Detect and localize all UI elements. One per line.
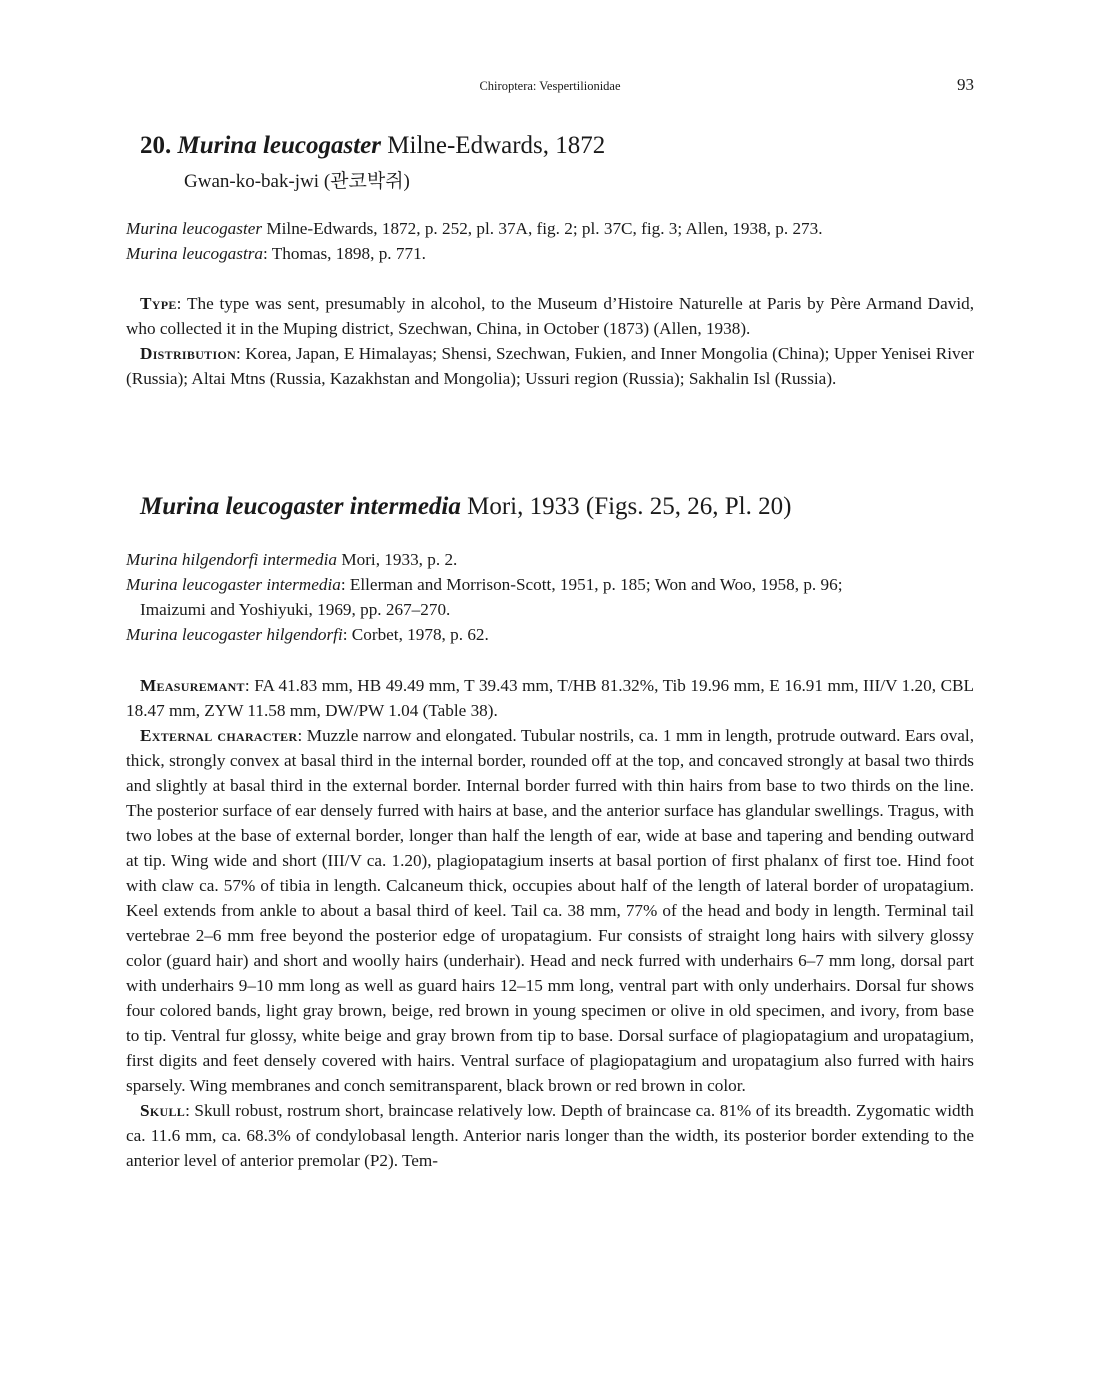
running-head (126, 77, 974, 97)
synonym-line (126, 216, 974, 241)
skull-paragraph (126, 1098, 974, 1173)
synonym-reference: : Ellerman and Morrison-Scott, 1951, p. 185; Won and Woo, 1958, p. 96; (340, 575, 843, 594)
synonym-line (126, 241, 974, 266)
running-title: Chiroptera: Vespertilionidae (479, 79, 621, 93)
subspecies-scientific-name: Murina leucogaster intermedia (140, 493, 461, 520)
subspecies-description (126, 673, 974, 1173)
distribution-text: : Korea, Japan, E Himalayas; Shensi, Szechwan, Fukien, and Inner Mongolia (China); Upper Yenisei River (Russia); Altai Mtns (Russia, Kazakhstan and Mongolia); Ussuri region (Russia); Sakhalin Isl (Russia). (126, 344, 974, 388)
species-authority: Milne-Edwards, 1872 (381, 132, 606, 159)
page (126, 0, 974, 1400)
type-text: : The type was sent, presumably in alcohol, to the Museum d’Histoire Naturelle at Paris by Père Armand David, who collected it in the Muping district, Szechwan, China, in October (1873) (Allen, 1938). (126, 294, 974, 338)
external-character-text: : Muzzle narrow and elongated. Tubular nostrils, ca. 1 mm in length, protrude outward. Ears oval, thick, strongly convex at basal third in the internal border, rounded off at the top, and concaved strongly at basal two thirds and slightly at basal third in the external border. Internal border furred with thin hairs from base to two thirds on the line. The posterior surface of ear densely furred with hairs at base, and the anterior surface has glandular swellings. Tragus, with two lobes at the base of external border, longer than half the length of ear, wide at base and tapering and bending outward at tip. Wing wide and short (III/V ca. 1.20), plagiopatagium inserts at basal portion of first phalanx of first toe. Hind foot with claw ca. 57% of tibia in length. Calcaneum thick, occupies about half of the length of lateral border of uropatagium. Keel extends from ankle to about a basal third of keel. Tail ca. 38 mm, 77% of the head and body in length. Terminal tail vertebrae 2–6 mm free beyond the posterior edge of uropatagium. Fur consists of straight long hairs with silvery glossy color (guard hair) and short and woolly hairs (underhair). Head and neck furred with underhairs 6–7 mm long, dorsal part with underhairs 9–10 mm long as well as guard hairs 12–15 mm long, ventral part with only underhairs. Dorsal fur shows four colored bands, light gray brown, beige, red brown in young specimen or olive in old specimen, and ivory, from base to tip. Ventral fur glossy, white beige and gray brown from tip to base. Dorsal surface of plagiopatagium and uropatagium, first digits and feet densely covered with hairs. Ventral surface of plagiopatagium and uropatagium also furred with hairs sparsely. Wing membranes and conch semitransparent, black brown or red brown in color. (126, 726, 974, 1095)
synonym-line (126, 547, 974, 572)
species-heading (140, 131, 605, 161)
external-character-label: External character (140, 726, 298, 745)
type-paragraph (126, 291, 974, 341)
subspecies-heading (140, 492, 791, 522)
synonym-line (126, 572, 974, 597)
synonym-reference: Milne-Edwards, 1872, p. 252, pl. 37A, fig. 2; pl. 37C, fig. 3; Allen, 1938, p. 273. (262, 219, 823, 238)
measurement-text: : FA 41.83 mm, HB 49.49 mm, T 39.43 mm, T/HB 81.32%, Tib 19.96 mm, E 16.91 mm, III/V 1.20, CBL 18.47 mm, ZYW 11.58 mm, DW/PW 1.04 (Table 38). (126, 676, 974, 720)
species-scientific-name: Murina leucogaster (177, 132, 382, 159)
distribution-label: Distribution (140, 344, 237, 363)
subspecies-synonymy (126, 547, 974, 647)
species-number: 20. (140, 132, 172, 159)
synonym-reference: Imaizumi and Yoshiyuki, 1969, pp. 267–270. (140, 600, 451, 619)
species-synonymy (126, 216, 974, 266)
skull-text: : Skull robust, rostrum short, braincase relatively low. Depth of braincase ca. 81% of its breadth. Zygomatic width ca. 11.6 mm, ca. 68.3% of condylobasal length. Anterior naris longer than the width, its posterior border extending to the anterior level of anterior premolar (P2). Tem- (126, 1101, 974, 1170)
type-label: Type (140, 294, 177, 313)
page-number: 93 (957, 75, 974, 94)
synonym-name: Murina leucogaster hilgendorfi (126, 625, 343, 644)
synonym-name: Murina leucogaster (126, 219, 263, 238)
measurement-paragraph (126, 673, 974, 723)
subspecies-authority: Mori, 1933 (Figs. 25, 26, Pl. 20) (460, 493, 792, 520)
synonym-name: Murina leucogastra (126, 244, 264, 263)
species-type-and-distribution (126, 291, 974, 391)
distribution-paragraph (126, 341, 974, 391)
skull-label: Skull (140, 1101, 186, 1120)
species-common-name: Gwan-ko-bak-jwi (관코박쥐) (184, 171, 410, 192)
measurement-label: Measuremant (140, 676, 245, 695)
synonym-reference: Mori, 1933, p. 2. (337, 550, 458, 569)
external-character-paragraph (126, 723, 974, 1098)
synonym-reference: : Corbet, 1978, p. 62. (342, 625, 489, 644)
synonym-line (126, 622, 974, 647)
synonym-reference: : Thomas, 1898, p. 771. (263, 244, 426, 263)
synonym-name: Murina hilgendorfi intermedia (126, 550, 338, 569)
synonym-continuation-line (126, 597, 974, 622)
synonym-name: Murina leucogaster intermedia (126, 575, 341, 594)
